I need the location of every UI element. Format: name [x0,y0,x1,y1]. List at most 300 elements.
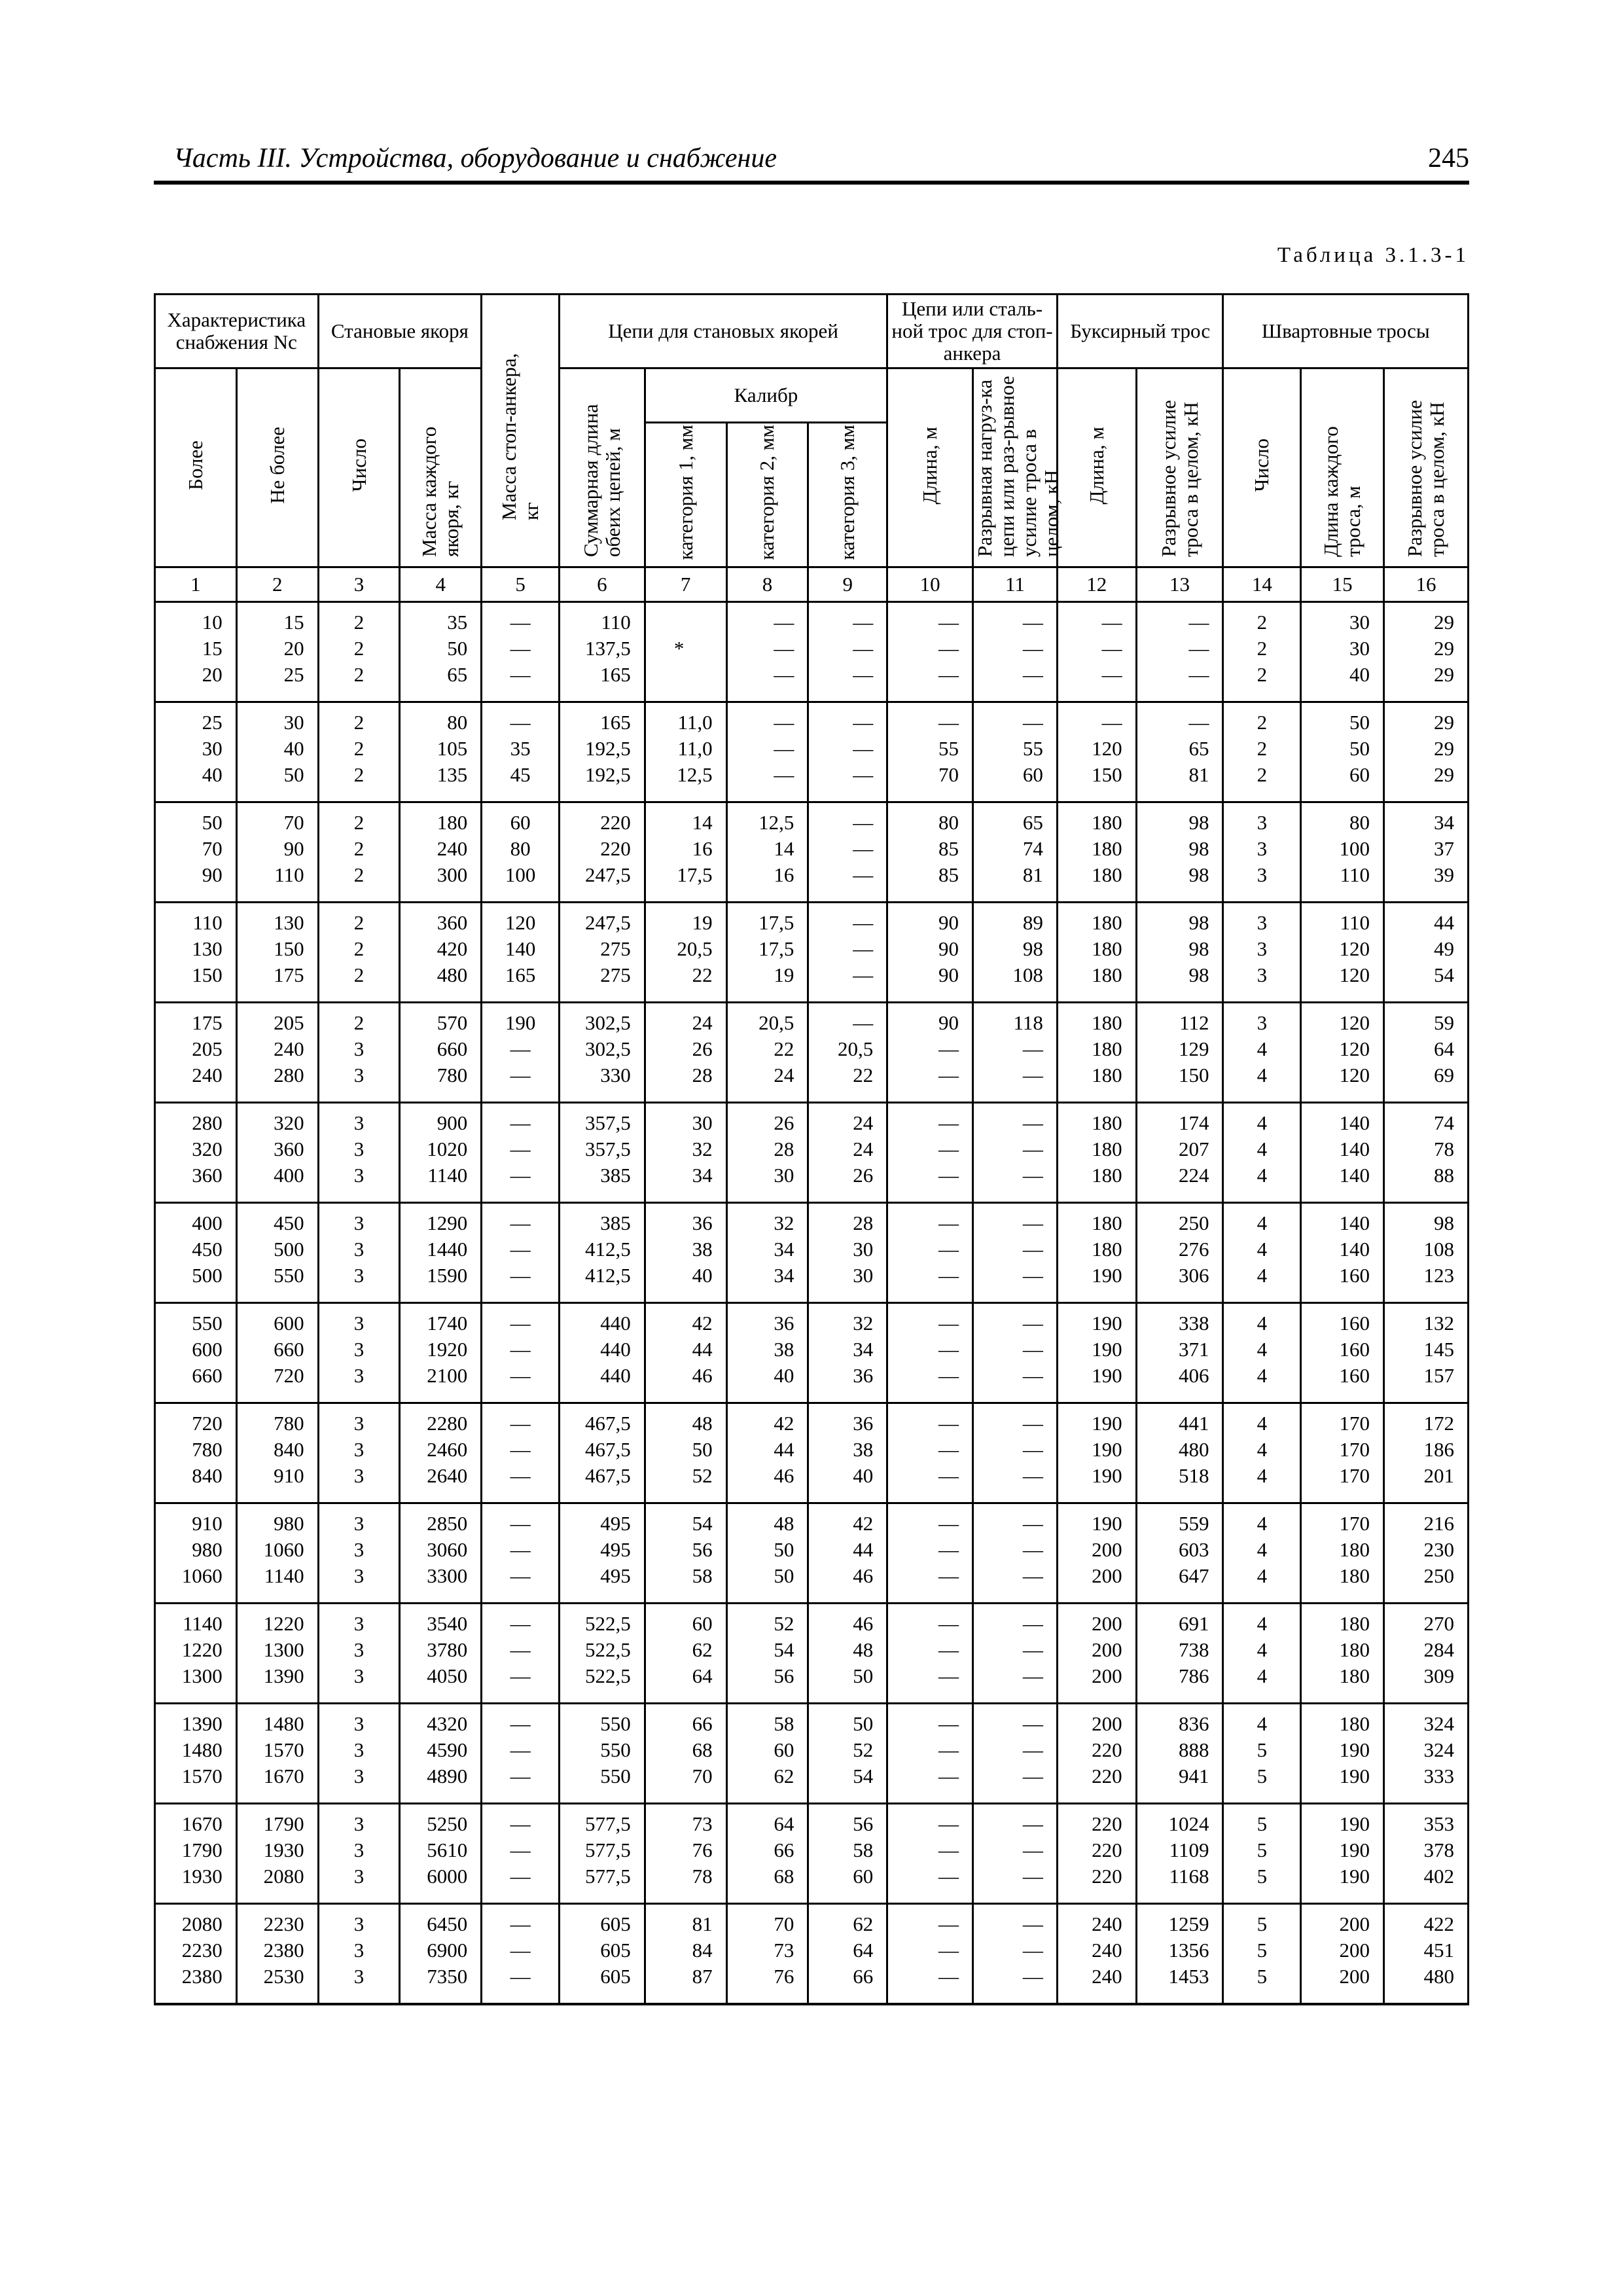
cell-value: 180 [1092,1011,1122,1034]
cell-value: — [510,1939,531,1962]
cell-value: 29 [1434,737,1454,760]
table-row-group [155,1503,1469,1604]
cell-value: 54 [692,1512,713,1535]
table-cell [973,1203,1058,1303]
cell-value: 3 [353,1912,365,1935]
cell-value: — [853,763,874,786]
cell-value: 1790 [263,1812,304,1835]
cell-value: 2380 [263,1939,304,1962]
cell-value: 140 [505,937,536,960]
cell-value: — [1022,1412,1043,1435]
cell-value: 180 [1092,837,1122,860]
table-cell [559,1604,645,1704]
cell-value: 46 [774,1464,794,1487]
table-cell [1384,1303,1469,1403]
cell-value [646,662,713,688]
cell-value: 220 [1092,1865,1122,1888]
cell-value: 190 [1092,1338,1122,1361]
cell-value: 385 [600,1164,631,1187]
cell-value: 50 [774,1538,794,1561]
cell-value: 480 [1423,1965,1454,1988]
cell-value: 1290 [427,1211,468,1234]
table-cell [155,903,237,1003]
table-cell [726,1804,808,1904]
cell-value: 16 [692,837,713,860]
table-cell [155,1103,237,1203]
table-cell [318,602,400,702]
cell-value: — [510,1438,531,1461]
cell-value: 90 [938,911,959,934]
cell-value: 190 [1339,1738,1370,1761]
cell-value: 577,5 [585,1865,631,1888]
cell-value: 68 [692,1738,713,1761]
table-row-group [155,903,1469,1003]
cell-value: 836 [1178,1712,1209,1735]
cell-value: 4890 [427,1765,468,1787]
cell-value: 4590 [427,1738,468,1761]
cell-value: 50 [692,1438,713,1461]
cell-value: 180 [1339,1538,1370,1561]
table-cell [887,1503,973,1604]
cell-value: 270 [1423,1612,1454,1635]
table-cell [236,1003,318,1103]
cell-value: 4320 [427,1712,468,1735]
cell-value: 66 [692,1712,713,1735]
table-cell [482,602,560,702]
cell-value: — [938,1865,959,1888]
cell-value: — [853,637,874,660]
cell-value: 600 [192,1338,223,1361]
cell-value: 4 [1257,1564,1268,1587]
cell-value: 200 [1092,1638,1122,1661]
cell-value: 60 [510,811,531,834]
table-cell [808,1303,887,1403]
cell-value: 2 [353,837,365,860]
cell-value: — [938,1338,959,1361]
cell-value: 140 [1339,1111,1370,1134]
cell-value: 40 [202,763,223,786]
header-col-8-cell [726,423,808,567]
cell-value: — [1101,637,1122,660]
cell-value: 180 [1092,811,1122,834]
cell-value: 180 [1092,937,1122,960]
cell-value: 110 [1340,863,1370,886]
table-cell [645,903,726,1003]
cell-value: 62 [853,1912,874,1935]
cell-value: 30 [1349,637,1370,660]
table-cell [1057,1804,1136,1904]
header-col-13-cell [1136,368,1223,567]
header-col-12-cell [1057,368,1136,567]
cell-value: 2380 [181,1965,223,1988]
cell-value: — [510,1638,531,1661]
header-col-15-cell [1301,368,1384,567]
cell-value: 19 [692,911,713,934]
table-cell [318,1403,400,1503]
cell-value: 1300 [181,1664,223,1687]
cell-value: 4 [1257,1364,1268,1387]
cell-value: — [1022,1912,1043,1935]
table-cell [1223,802,1301,903]
cell-value: 3 [353,1512,365,1535]
cell-value: — [1022,1211,1043,1234]
cell-value: 165 [505,963,536,986]
cell-value: — [1101,663,1122,686]
cell-value: — [938,1912,959,1935]
cell-value: — [938,1138,959,1160]
cell-value: — [1022,711,1043,734]
cell-value: 80 [1349,811,1370,834]
table-cell [155,702,237,802]
cell-value: 26 [774,1111,794,1134]
cell-value: — [1022,1564,1043,1587]
cell-value: 46 [692,1364,713,1387]
cell-value: 50 [202,811,223,834]
cell-value: 3 [353,1037,365,1060]
table-cell [808,1804,887,1904]
cell-value: 1440 [427,1238,468,1261]
cell-value: 559 [1178,1512,1209,1535]
table-cell [318,1904,400,2005]
cell-value: 46 [853,1612,874,1635]
cell-value: 48 [853,1638,874,1661]
cell-value: 25 [202,711,223,734]
cell-value: 58 [692,1564,713,1587]
cell-value: — [938,1312,959,1335]
cell-value: — [1022,1612,1043,1635]
cell-value: 224 [1178,1164,1209,1187]
cell-value: 34 [853,1338,874,1361]
cell-value: 42 [692,1312,713,1335]
cell-value: — [1022,1438,1043,1461]
cell-value: 29 [1434,763,1454,786]
cell-value: 840 [192,1464,223,1487]
cell-value: 1060 [263,1538,304,1561]
cell-value: 840 [274,1438,304,1461]
table-cell [155,1003,237,1103]
table-cell [559,1203,645,1303]
cell-value: 1300 [263,1638,304,1661]
table-cell [482,1804,560,1904]
cell-value: 60 [774,1738,794,1761]
cell-value: 603 [1178,1538,1209,1561]
cell-value: 160 [1339,1338,1370,1361]
cell-value: 42 [774,1412,794,1435]
cell-value: 450 [274,1211,304,1234]
table-cell [973,602,1058,702]
cell-value: — [774,737,794,760]
cell-value: — [510,1812,531,1835]
cell-value: 1920 [427,1338,468,1361]
cell-value: 15 [202,637,223,660]
cell-value: 100 [505,863,536,886]
cell-value: — [510,1738,531,1761]
cell-value: 3 [353,1738,365,1761]
cell-value: 110 [192,911,223,934]
cell-value: 20,5 [758,1011,794,1034]
cell-value: 320 [274,1111,304,1134]
cell-value: 1453 [1168,1965,1209,1988]
cell-value: — [1022,1965,1043,1988]
cell-value: 900 [437,1111,468,1134]
cell-value: — [1022,1064,1043,1086]
cell-value: 70 [774,1912,794,1935]
cell-value: — [938,1712,959,1735]
cell-value: 480 [1178,1438,1209,1461]
cell-value: 240 [437,837,468,860]
cell-value: 28 [774,1138,794,1160]
cell-value: — [510,1064,531,1086]
cell-value: 145 [1423,1338,1454,1361]
cell-value: 980 [274,1512,304,1535]
cell-value: 16 [774,863,794,886]
cell-value: 60 [692,1612,713,1635]
table-cell [645,1303,726,1403]
column-number: 12 [1057,567,1136,602]
table-cell [400,602,482,702]
column-number: 7 [645,567,726,602]
cell-value: — [938,1412,959,1435]
table-cell [1384,1904,1469,2005]
table-cell [1301,1904,1384,2005]
page-header [154,143,1469,185]
table-cell [318,903,400,1003]
cell-value: — [774,611,794,634]
table-cell [482,1203,560,1303]
table-cell [1136,1203,1223,1303]
cell-value: 45 [510,763,531,786]
cell-value: 467,5 [585,1438,631,1461]
header-col-11-cell [973,368,1063,567]
cell-value: 3 [353,1111,365,1134]
cell-value: — [510,1264,531,1287]
cell-value: — [853,737,874,760]
table-cell [1301,1503,1384,1604]
table-cell [808,1203,887,1303]
cell-value: 81 [1022,863,1043,886]
cell-value: 98 [1188,963,1209,986]
table-cell [726,1303,808,1403]
table-cell [1384,1704,1469,1804]
header-chains: Цепи для становых якорей [559,295,887,368]
cell-value: 78 [1434,1138,1454,1160]
column-number: 13 [1136,567,1223,602]
table-cell [973,903,1058,1003]
header-caliber: Калибр [645,368,887,423]
cell-value: 910 [192,1512,223,1535]
cell-value: 3 [353,1612,365,1635]
cell-value: 1740 [427,1312,468,1335]
cell-value: 59 [1434,1011,1454,1034]
table-cell [726,903,808,1003]
cell-value: 4 [1257,1211,1268,1234]
cell-value: 357,5 [585,1111,631,1134]
cell-value: 3 [353,1264,365,1287]
cell-value: 738 [1178,1638,1209,1661]
table-cell [1223,602,1301,702]
cell-value: 22 [774,1037,794,1060]
cell-value: 3060 [427,1538,468,1561]
cell-value: 40 [692,1264,713,1287]
cell-value: 73 [774,1939,794,1962]
cell-value: 4 [1257,1412,1268,1435]
cell-value: 451 [1423,1939,1454,1962]
cell-value: 324 [1423,1712,1454,1735]
table-cell [318,702,400,802]
table-cell [645,602,726,702]
table-cell [400,1503,482,1604]
table-cell [887,702,973,802]
cell-value [646,609,713,636]
cell-value: — [510,1564,531,1587]
cell-value: 160 [1339,1264,1370,1287]
table-cell [726,1403,808,1503]
cell-value: 36 [853,1412,874,1435]
cell-value: 14 [774,837,794,860]
table-cell [808,602,887,702]
cell-value: 1220 [181,1638,223,1661]
table-cell [559,702,645,802]
table-cell [645,1103,726,1203]
table-cell [973,1704,1058,1804]
column-number: 5 [482,567,560,602]
cell-value: — [510,1037,531,1060]
cell-value: 80 [938,811,959,834]
table-cell [887,1303,973,1403]
cell-value: 450 [192,1238,223,1261]
cell-value: 26 [692,1037,713,1060]
cell-value: 38 [692,1238,713,1261]
table-cell [1301,702,1384,802]
cell-value: 3 [353,1138,365,1160]
cell-value: 577,5 [585,1839,631,1861]
cell-value: 4050 [427,1664,468,1687]
cell-value: 160 [1339,1364,1370,1387]
cell-value: 25 [283,663,304,686]
cell-value: 3 [353,1564,365,1587]
cell-value: 780 [437,1064,468,1086]
cell-value: 30 [283,711,304,734]
table-cell [482,1704,560,1804]
cell-value: — [938,1538,959,1561]
cell-value: 44 [692,1338,713,1361]
table-cell [236,602,318,702]
cell-value: 3 [1257,837,1268,860]
header-col-3: Число [347,439,370,492]
cell-value: — [938,1638,959,1661]
cell-value: — [853,611,874,634]
table-cell [1301,1003,1384,1103]
cell-value: * [673,637,685,660]
cell-value: 50 [283,763,304,786]
cell-value: 29 [1434,611,1454,634]
cell-value: 64 [692,1664,713,1687]
cell-value: 130 [192,937,223,960]
table-cell [973,1003,1058,1103]
cell-value: 550 [600,1738,631,1761]
cell-value: 941 [1178,1765,1209,1787]
cell-value: 2 [353,763,365,786]
table-cell [726,1904,808,2005]
cell-value: 55 [938,737,959,760]
cell-value: 3 [353,1211,365,1234]
cell-value: 216 [1423,1512,1454,1535]
cell-value: 26 [853,1164,874,1187]
table-cell [973,1103,1058,1203]
cell-value: 3 [353,1464,365,1487]
table-cell [236,1503,318,1604]
table-cell [236,1704,318,1804]
cell-value: 280 [192,1111,223,1134]
cell-value: 132 [1423,1312,1454,1335]
cell-value: — [938,1364,959,1387]
cell-value: 70 [938,763,959,786]
cell-value: 577,5 [585,1812,631,1835]
cell-value: 65 [447,663,468,686]
cell-value: 52 [853,1738,874,1761]
cell-value: — [1188,663,1209,686]
cell-value: — [938,1111,959,1134]
cell-value: 120 [1339,1011,1370,1034]
cell-value: 2 [353,963,365,986]
column-number: 3 [318,567,400,602]
header-col-11: Разрывная нагруз-ка цепи или раз-рывное усилие троса в целом, кН [973,376,1063,557]
cell-value: 276 [1178,1238,1209,1261]
cell-value: 74 [1434,1111,1454,1134]
cell-value: 2 [353,611,365,634]
cell-value: 371 [1178,1338,1209,1361]
cell-value: 5 [1257,1939,1268,1962]
cell-value: 170 [1339,1438,1370,1461]
table-cell [1057,702,1136,802]
table-cell [1136,1904,1223,2005]
cell-value: 3 [353,1812,365,1835]
cell-value: 20 [283,637,304,660]
cell-value: 34 [1434,811,1454,834]
cell-value: 11,0 [677,737,713,760]
cell-value: 190 [1092,1364,1122,1387]
cell-value: 378 [1423,1839,1454,1861]
table-row-group [155,702,1469,802]
table-cell [318,1003,400,1103]
cell-value: 34 [774,1264,794,1287]
cell-value: 30 [202,737,223,760]
table-cell [808,802,887,903]
header-col-15: Длина каждого троса, м [1319,426,1365,557]
table-cell [1301,1804,1384,1904]
header-col-4: Масса каждого якоря, кг [418,426,463,557]
cell-value: 80 [510,837,531,860]
cell-value: 1930 [263,1839,304,1861]
cell-value: 170 [1339,1512,1370,1535]
table-cell [1223,1904,1301,2005]
cell-value: 118 [1013,1011,1043,1034]
cell-value: — [1022,637,1043,660]
cell-value: — [510,1865,531,1888]
cell-value: 180 [1339,1612,1370,1635]
cell-value: — [1188,611,1209,634]
cell-value: 660 [437,1037,468,1060]
cell-value: 1140 [427,1164,468,1187]
cell-value: 2 [353,711,365,734]
table-cell [400,1604,482,1704]
table-cell [726,702,808,802]
table-cell [808,702,887,802]
cell-value: — [938,1965,959,1988]
cell-value: 42 [853,1512,874,1535]
cell-value: 10 [202,611,223,634]
cell-value: 120 [1092,737,1122,760]
